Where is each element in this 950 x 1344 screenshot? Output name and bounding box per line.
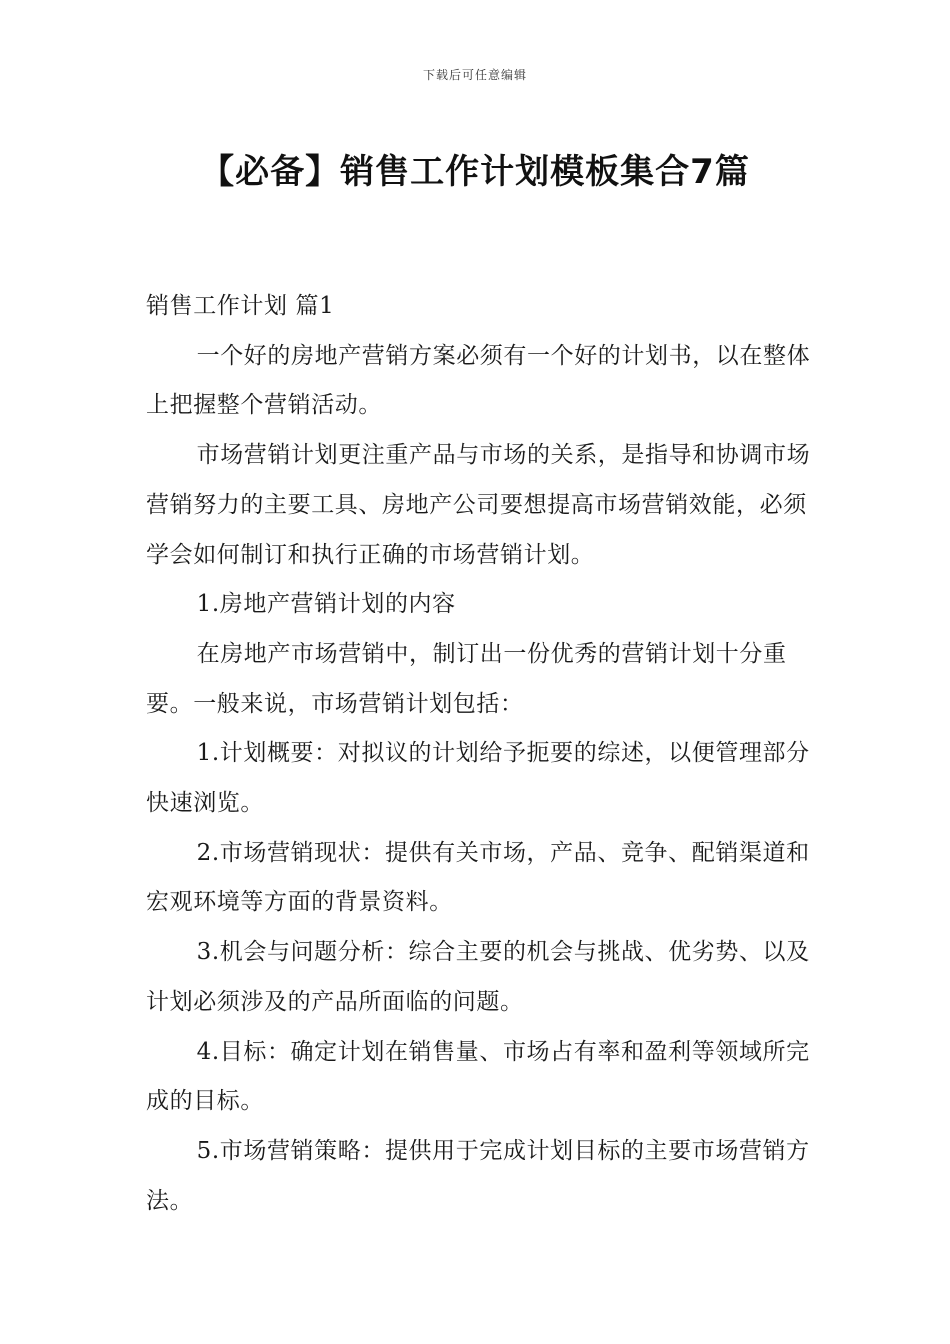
subheading-content: 1.房地产营销计划的内容 [196,591,456,618]
list-item-marketing-strategy: 5.市场营销策略：提供用于完成计划目标的主要市场营销方法。 [146,1137,810,1214]
list-item-market-status: 2.市场营销现状：提供有关市场，产品、竞争、配销渠道和宏观环境等方面的背景资料。 [146,839,810,916]
body-paragraph-2: 市场营销计划更注重产品与市场的关系，是指导和协调市场营销努力的主要工具、房地产公司要想提高市场营销效能，必须学会如何制订和执行正确的市场营销计划。 [146,442,811,568]
document-title: 【必备】销售工作计划模板集合7篇 [200,151,750,192]
header-note: 下载后可任意编辑 [422,68,527,82]
document-body [146,282,811,1226]
list-item-goals: 4.目标：确定计划在销售量、市场占有率和盈利等领域所完成的目标。 [146,1038,810,1115]
body-paragraph-1: 一个好的房地产营销方案必须有一个好的计划书，以在整体上把握整个营销活动。 [146,342,811,419]
list-item-opportunity-analysis: 3.机会与问题分析：综合主要的机会与挑战、优劣势、以及计划必须涉及的产品所面临的问题。 [146,939,810,1015]
section-heading: 销售工作计划 篇1 [146,293,335,319]
body-paragraph-3: 在房地产市场营销中，制订出一份优秀的营销计划十分重要。一般来说，市场营销计划包括： [146,640,787,717]
list-item-plan-summary: 1.计划概要：对拟议的计划给予扼要的综述，以便管理部分快速浏览。 [146,740,810,817]
